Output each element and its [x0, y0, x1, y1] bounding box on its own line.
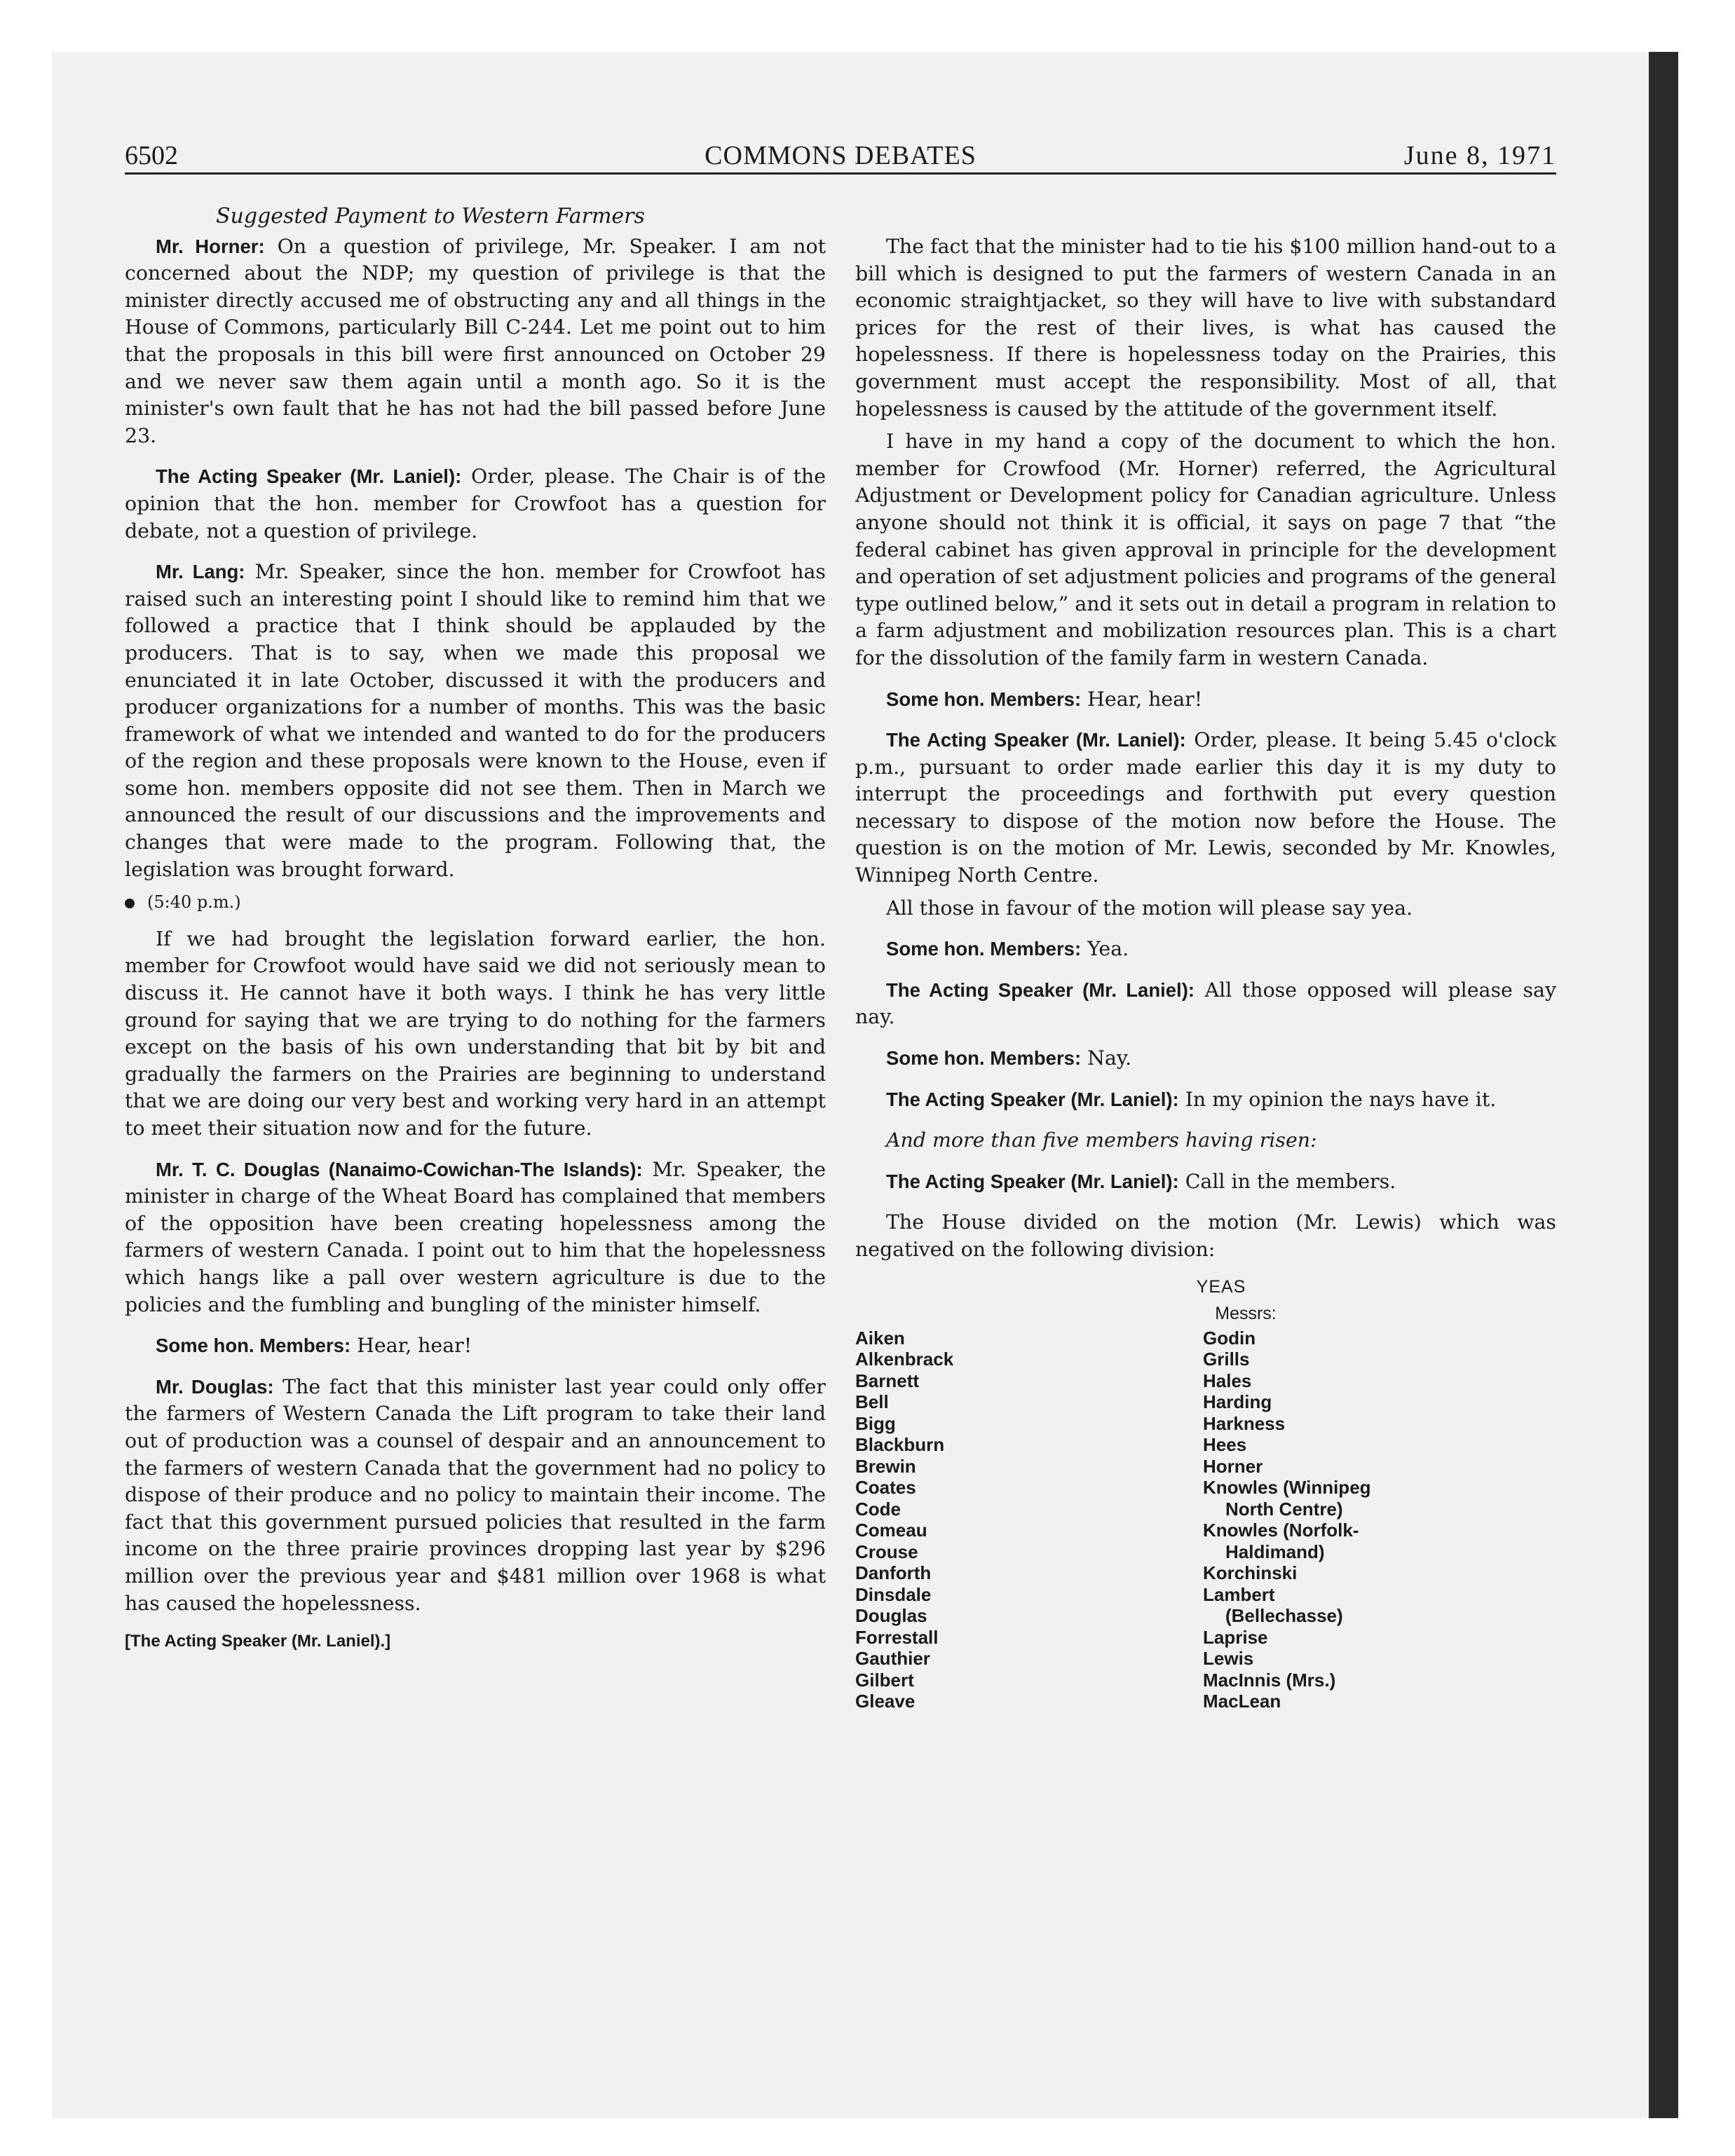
member-name: Brewin [855, 1455, 916, 1477]
paragraph [855, 895, 1556, 922]
paragraph-text: Order, please. It being 5.45 o'clock p.m., pursuant to order made earlier this day it is my duty to interrupt the proceedings and forthwith put every question necessary to dispose of the motion now before the House. The question is on the motion of Mr. Lewis, seconded by Mr. Knowles, Winnipeg North Centre. [855, 728, 1556, 887]
member-name: Horner [1203, 1455, 1263, 1477]
division-list [855, 1274, 1556, 1712]
section-heading: Suggested Payment to Western Farmers [216, 204, 645, 228]
paragraph [855, 727, 1556, 889]
member-name: Bigg [855, 1412, 896, 1434]
member-name: Godin [1203, 1327, 1256, 1349]
speaker-name: The Acting Speaker (Mr. Laniel): [886, 729, 1186, 751]
member-name: Lewis [1203, 1648, 1254, 1670]
member-name: Harding [1203, 1391, 1272, 1413]
paragraph-text: The House divided on the motion (Mr. Lewis) which was negatived on the following division: [855, 1210, 1556, 1261]
paragraph [125, 1374, 826, 1617]
speaker-name: Mr. Horner: [156, 235, 265, 257]
member-name: Bell [855, 1391, 889, 1413]
paragraph-text: I have in my hand a copy of the document to which the hon. member for Crowfood (Mr. Horner) referred, the Agricultural Adjustment or Development policy for Canadian agriculture. Unless anyone should not think it is official, it says on page 7 that “the federal cabinet has given approval in principle for the development and operation of set adjustment policies and programs of the general type outlined below,” and it sets out in detail a program in relation to a farm adjustment and mobilization resources plan. This is a chart for the dissolution of the family farm in western Canada. [855, 430, 1556, 669]
paragraph-text: Nay. [1081, 1046, 1132, 1070]
paragraph-text: Hear, hear! [351, 1334, 472, 1358]
member-name: Harkness [1203, 1412, 1286, 1434]
paragraph [855, 1045, 1556, 1072]
member-name: Code [855, 1498, 901, 1520]
paragraph-text: Call in the members. [1178, 1169, 1396, 1193]
speaker-name: Some hon. Members: [886, 1047, 1082, 1070]
paragraph-text: Hear, hear! [1081, 687, 1203, 711]
speaker-name: The Acting Speaker (Mr. Laniel): [886, 978, 1195, 1001]
paragraph-text: Mr. Speaker, since the hon. member for Crowfoot has raised such an interesting point I should like to remind him that we followed a practice that I think should be applauded by the producers. That is to say, when we made this proposal we enunciated it in late October, discussed it with the producers and producer organizations for a number of months. This was the basic framework of what we intended and wanted to do for the producers of the region and these proposals were known to the House, even if some hon. members opposite did not see them. Then in March we announced the result of our discussions and the improvements and changes that were made to the program. Following that, the legislation was brought forward. [125, 560, 826, 881]
speaker-name: The Acting Speaker (Mr. Laniel): [886, 1088, 1179, 1110]
member-name: Barnett [855, 1370, 920, 1391]
paragraph-text: All those opposed will please say nay. [855, 978, 1556, 1029]
member-name: Knowles (Winnipeg [1203, 1477, 1371, 1499]
member-name: Comeau [855, 1520, 927, 1541]
member-name: Lambert [1203, 1583, 1275, 1605]
division-title: YEAS [1196, 1276, 1246, 1297]
member-name: Gilbert [855, 1669, 914, 1691]
paragraph-text: Order, please. The Chair is of the opinion that the hon. member for Crowfoot has a question for debate, not a question of privilege. [125, 465, 826, 543]
paragraph-text: On a question of privilege, Mr. Speaker. I am not concerned about the NDP; my question of privilege is that the minister directly accused me of obstructing any and all things in the House of Commons, particularly Bill C-244. Let me point out to him that the proposals in this bill were first announced on October 29 and we never saw them again until a month ago. So it is the minister's own fault that he has not had the bill passed before June 23. [125, 234, 826, 447]
member-name: Danforth [855, 1562, 932, 1584]
names-column-2 [1203, 1328, 1553, 1712]
speaker-name: Mr. Lang: [156, 561, 245, 583]
paragraph [125, 559, 826, 883]
member-name: Coates [855, 1477, 916, 1499]
member-name: Laprise [1203, 1626, 1268, 1648]
member-name: Alkenbrack [855, 1349, 954, 1370]
speaker-name: The Acting Speaker (Mr. Laniel): [156, 465, 462, 488]
speaker-name: Some hon. Members: [886, 688, 1082, 710]
member-name: (Bellechasse) [1225, 1605, 1343, 1627]
division-subtitle: Messrs: [1215, 1304, 1277, 1324]
paragraph [855, 977, 1556, 1031]
page-date: June 8, 1971 [1403, 141, 1556, 170]
member-name: Gleave [855, 1691, 916, 1712]
speaker-name: Some hon. Members: [886, 938, 1082, 960]
stage-direction: And more than five members having risen: [886, 1128, 1317, 1152]
page-header [125, 139, 1556, 175]
paragraph [125, 233, 826, 450]
member-name: Aiken [855, 1327, 905, 1349]
paragraph [855, 686, 1556, 714]
bullet-icon [125, 899, 135, 908]
member-name: MacLean [1203, 1691, 1281, 1712]
paragraph-text: All those in favour of the motion will please say yea. [886, 896, 1413, 920]
member-name: MacInnis (Mrs.) [1203, 1669, 1336, 1691]
division-names [855, 1328, 1556, 1712]
member-name: Blackburn [855, 1434, 945, 1456]
paragraph [125, 463, 826, 545]
left-column [125, 203, 826, 1656]
member-name: Hales [1203, 1370, 1252, 1391]
paragraph [855, 1086, 1556, 1114]
paragraph [855, 936, 1556, 963]
member-name: Forrestall [855, 1626, 939, 1648]
timestamp-text: (5:40 p.m.) [147, 892, 241, 913]
scan-edge-strip [1649, 52, 1678, 2118]
names-column-1 [855, 1328, 1203, 1712]
paragraph-text: If we had brought the legislation forward earlier, the hon. member for Crowfoot would have said we did not seriously mean to discuss it. He cannot have it both ways. I think he has very little ground for saying that we are trying to do nothing for the farmers except on the basis of his own understanding that bit by bit and gradually the farmers on the Prairies are beginning to understand that we are doing our very best and working very hard in an attempt to meet their situation now and for the future. [125, 927, 826, 1140]
member-name: Knowles (Norfolk- [1203, 1520, 1359, 1541]
speaker-name: Mr. T. C. Douglas (Nanaimo-Cowichan-The Islands): [156, 1158, 643, 1180]
member-name: Korchinski [1203, 1562, 1298, 1584]
paragraph [855, 1209, 1556, 1263]
member-name: North Centre) [1225, 1498, 1343, 1520]
paragraph [125, 1332, 826, 1360]
paragraph [125, 1157, 826, 1319]
member-name: Grills [1203, 1349, 1250, 1370]
right-column [855, 233, 1556, 1712]
paragraph-text: Mr. Speaker, the minister in charge of the Wheat Board has complained that members of the opposition have been creating hopelessness among the farmers of western Canada. I point out to him that the hopelessness which hangs like a pall over western agriculture is due to the policies and the fumbling and bungling of the minister himself. [125, 1157, 826, 1316]
speaker-name: Some hon. Members: [156, 1335, 351, 1357]
paragraph [855, 428, 1556, 671]
publication-title: COMMONS DEBATES [705, 141, 977, 170]
member-name: Hees [1203, 1434, 1247, 1456]
speaker-name: The Acting Speaker (Mr. Laniel): [886, 1170, 1179, 1192]
paragraph-text: In my opinion the nays have it. [1178, 1087, 1497, 1111]
paragraph [855, 233, 1556, 423]
member-name: Haldimand) [1225, 1541, 1325, 1562]
page-number: 6502 [125, 141, 178, 170]
speaker-name: Mr. Douglas: [156, 1375, 274, 1398]
paragraph-text: The fact that this minister last year could only offer the farmers of Western Canada the Lift program to take their land out of production was a counsel of despair and an announcement to the farmers of western Canada that the government had no policy to dispose of their produce and no policy to maintain their income. The fact that this government pursued policies that resulted in the farm income on the three prairie provinces dropping last year by $296 million over the previous year and $481 million over 1968 is what has caused the hopelessness. [125, 1374, 826, 1615]
paragraph [855, 1168, 1556, 1196]
member-name: Douglas [855, 1605, 927, 1627]
paragraph-text: The fact that the minister had to tie his $100 million hand-out to a bill which is designed to put the farmers of western Canada in an economic straightjacket, so they will have to live with substandard prices for the rest of their lives, is what has caused the hopelessness. If there is hopelessness today on the Prairies, this government must accept the responsibility. Most of all, that hopelessness is caused by the attitude of the government itself. [855, 235, 1556, 421]
member-name: Gauthier [855, 1648, 930, 1670]
closing-note: [The Acting Speaker (Mr. Laniel).] [125, 1632, 391, 1651]
member-name: Crouse [855, 1541, 918, 1562]
member-name: Dinsdale [855, 1583, 932, 1605]
paragraph [125, 926, 826, 1142]
paragraph-text: Yea. [1081, 937, 1129, 961]
timestamp [125, 889, 826, 916]
